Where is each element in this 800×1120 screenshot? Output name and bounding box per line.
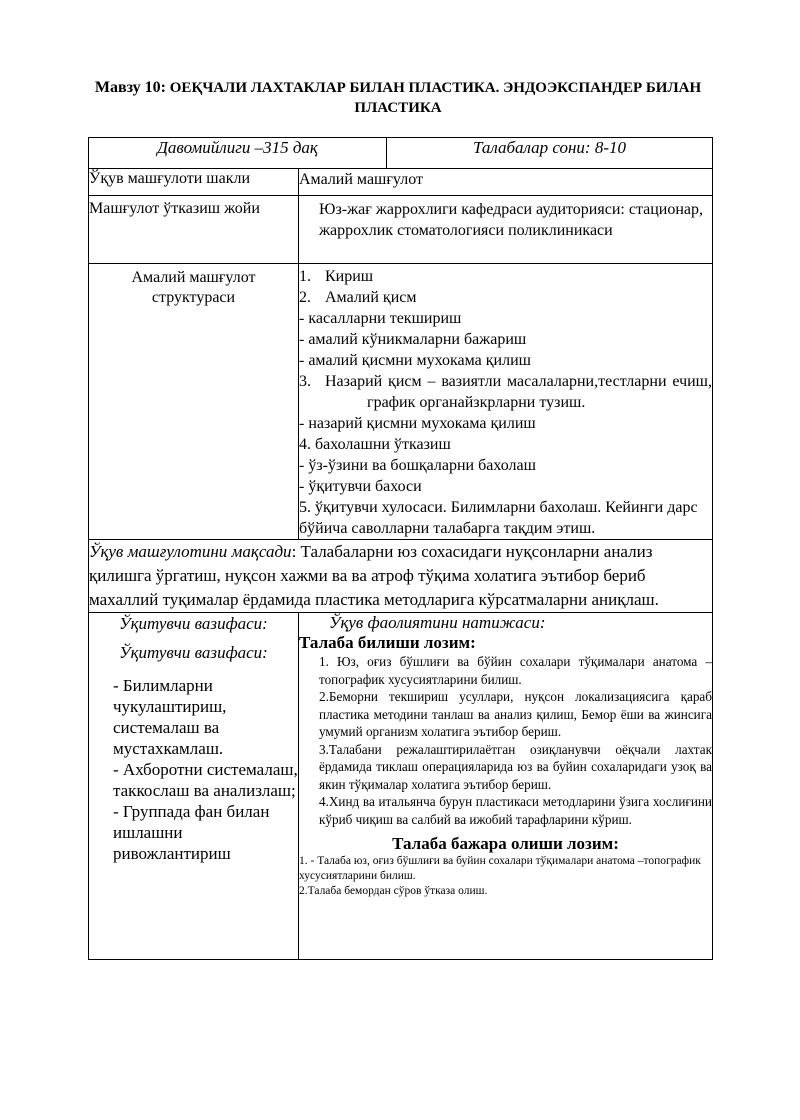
structure-row bbox=[89, 264, 713, 540]
structure-subitem: - назарий қисмни мухокама қилиш bbox=[299, 415, 536, 432]
results-cell bbox=[299, 613, 713, 960]
form-value: Амалий машғулот bbox=[299, 169, 713, 196]
structure-item: 4. бахолашни ўтказиш bbox=[299, 436, 451, 453]
aim-row bbox=[89, 540, 713, 613]
structure-subitem: - ўқитувчи бахоси bbox=[299, 478, 422, 495]
place-row bbox=[89, 196, 713, 264]
teacher-heading: Ўқитувчи вазифаси: bbox=[119, 643, 268, 662]
know-item: 4.Хинд ва итальянча бурун пластикаси методларини ўзига хослиғини кўриб чиқиш ва салбий ва ижобий тарафларини кўриш. bbox=[319, 794, 712, 827]
know-item: 3.Талабани режалаштирилаётган озиқланувчи оёқчали лахтак ёрдамида тиклаш операцияларида юз ва буйин сохаларидаги узоқ ва якин тўқималар холатига эътибор бериш. bbox=[319, 741, 712, 792]
page-title bbox=[88, 78, 708, 118]
structure-item: 5. ўқитувчи хулосаси. Билимларни бахолаш. Кейинги дарс бўйича саволларни талабарга тақдим этиш. bbox=[299, 499, 698, 537]
structure-subitem: - амалий кўникмаларни бажариш bbox=[299, 331, 527, 348]
place-label: Машғулот ўтказиш жойи bbox=[89, 196, 299, 264]
title-topic: ОЕҚЧАЛИ ЛАХТАКЛАР БИЛАН ПЛАСТИКА. ЭНДОЭКСПАНДЕР БИЛАН ПЛАСТИКА bbox=[166, 80, 702, 116]
students-cell: Талабалар сони: 8-10 bbox=[387, 138, 713, 169]
skill-item: 1. - Талаба юз, оғиз бўшлиғи ва буйин сохалари тўқималари анатома –топографик хусусиятларини билиш. bbox=[299, 855, 701, 882]
header-row bbox=[89, 138, 713, 169]
structure-list bbox=[299, 264, 713, 540]
tasks-row bbox=[89, 613, 713, 960]
aim-text: : Талабаларни юз сохасидаги нуқсонларни анализ қилишга ўргатиш, нуқсон хажми ва ва атроф тўқима холатига эътибор бериб махаллий туқималар ёрдамида пластика методларига кўрсатмаларни аниқлаш. bbox=[89, 542, 659, 609]
form-row bbox=[89, 169, 713, 196]
teacher-tasks-cell bbox=[89, 613, 299, 960]
title-lead: Мавзу 10: bbox=[94, 79, 167, 96]
structure-item: 3. Назарий қисм – вазиятли масалаларни,тестларни ечиш, график органайзкрларни тузиш. bbox=[299, 373, 712, 411]
structure-item: 2. Амалий қисм bbox=[299, 289, 417, 306]
structure-subitem: - амалий қисмни мухокама қилиш bbox=[299, 352, 531, 369]
aim-cell bbox=[89, 540, 713, 613]
structure-subitem: - ўз-ўзини ва бошқаларни бахолаш bbox=[299, 457, 536, 474]
teacher-heading: Ўқитувчи вазифаси: bbox=[119, 614, 268, 633]
do-heading: Талаба бажара олиши лозим: bbox=[392, 834, 619, 853]
results-heading: Ўқув фаолиятини натижаси: bbox=[329, 613, 546, 632]
structure-subitem: - касалларни текшириш bbox=[299, 310, 462, 327]
teacher-task: - Билимларни чукулаштириш, системалаш ва мустахкамлаш. bbox=[113, 676, 227, 758]
place-value: Юз-жағ жаррохлиги кафедраси аудиторияси: стационар, жаррохлик стоматологияси поликлиникаси bbox=[299, 196, 713, 264]
structure-item: 1. Кириш bbox=[299, 268, 374, 285]
lesson-plan-table bbox=[88, 137, 713, 960]
duration-cell: Давомийлиги –315 дақ bbox=[89, 138, 387, 169]
teacher-task: - Ахборотни системалаш, таккослаш ва анализлаш; bbox=[113, 760, 298, 800]
skill-item: 2.Талаба бемордан сўров ўтказа олиш. bbox=[299, 885, 488, 897]
know-heading: Талаба билиши лозим: bbox=[299, 633, 476, 652]
structure-label: Амалий машғулот структураси bbox=[89, 264, 299, 540]
know-item: 2.Беморни текшириш усуллари, нуқсон локализациясига қараб пластика методини танлаш ва анализ қилиш, Бемор ёши ва жинсига умумий организм холатига эътибор бериш. bbox=[319, 689, 712, 739]
teacher-task: - Группада фан билан ишлашни ривожлантириш bbox=[113, 802, 270, 863]
form-label: Ўқув машғулоти шакли bbox=[89, 169, 299, 196]
aim-label: Ўқув машғулотини мақсади bbox=[89, 542, 292, 561]
know-item: 1. Юз, оғиз бўшлиғи ва бўйин сохалари тўқималари анатома –топографик хусусиятларини билиш. bbox=[319, 654, 712, 687]
